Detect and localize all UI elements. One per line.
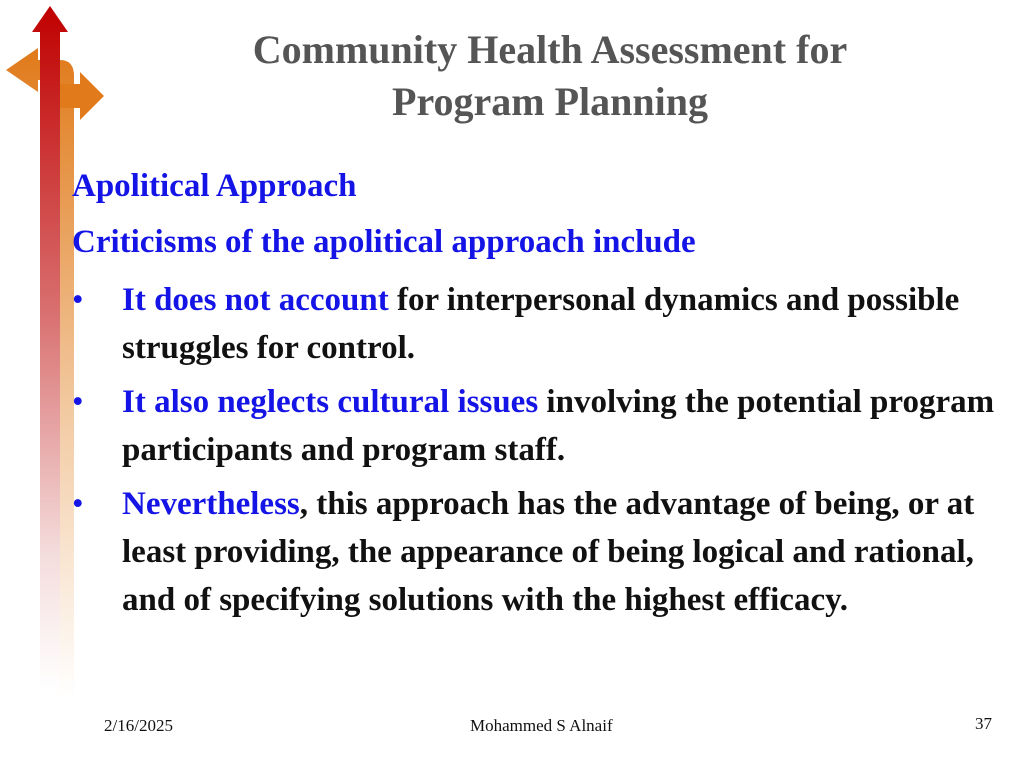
title-line-2: Program Planning bbox=[392, 79, 708, 124]
bullet-highlight: Nevertheless bbox=[122, 486, 300, 522]
bullet-text: , this approach has the advantage of being, or at least providing, the appearance of being logical and rational, and of specifying solutions with the highest efficacy. bbox=[122, 486, 975, 618]
page-title bbox=[130, 24, 970, 128]
bullet-item bbox=[72, 276, 1002, 372]
subheading: Criticisms of the apolitical approach include bbox=[72, 224, 696, 260]
bullet-highlight: It also neglects cultural issues bbox=[122, 384, 539, 420]
section-heading: Apolitical Approach bbox=[72, 168, 357, 204]
bullet-text: for interpersonal dynamics and possible struggles for control. bbox=[122, 282, 960, 366]
slide-number: 37 bbox=[975, 714, 992, 733]
bullet-text: involving the potential program participants and program staff. bbox=[122, 384, 995, 468]
bullet-icon: • bbox=[72, 486, 84, 522]
title-line-1: Community Health Assessment for bbox=[252, 27, 848, 72]
bullet-item bbox=[72, 480, 1002, 624]
bullet-item bbox=[72, 378, 1002, 474]
bullet-list bbox=[72, 276, 1002, 630]
footer-author: Mohammed S Alnaif bbox=[470, 716, 613, 735]
bullet-highlight: It does not account bbox=[122, 282, 389, 318]
footer-date: 2/16/2025 bbox=[104, 716, 173, 735]
bullet-icon: • bbox=[72, 282, 84, 318]
bullet-icon: • bbox=[72, 384, 84, 420]
